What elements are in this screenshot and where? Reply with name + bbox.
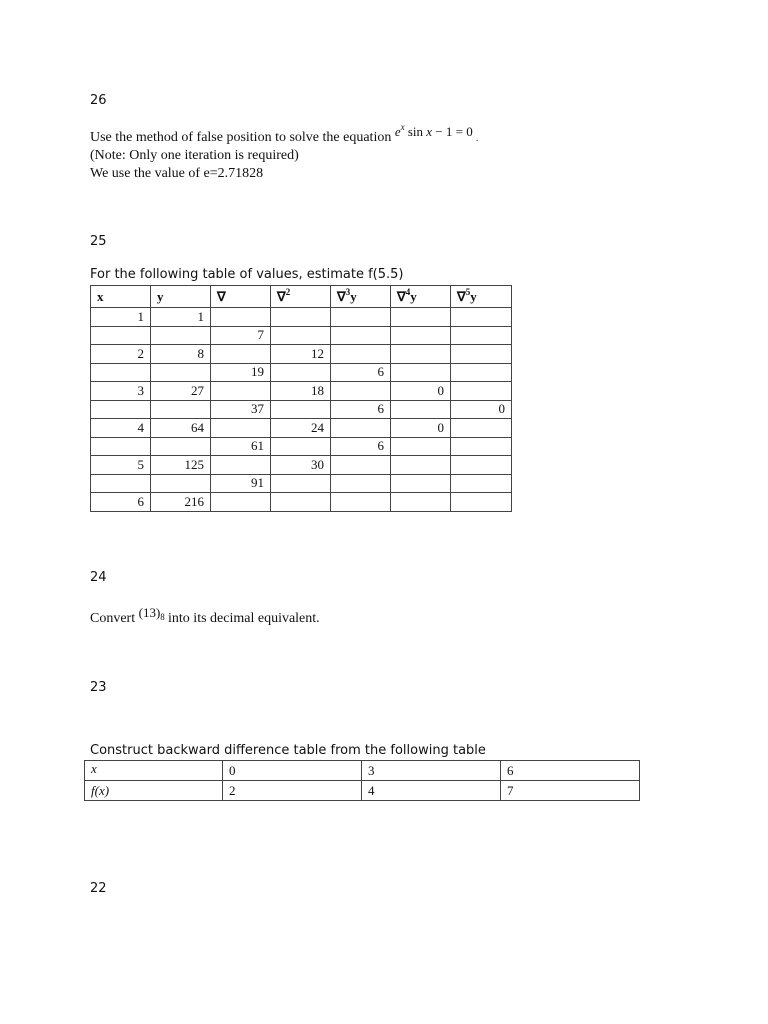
table-cell bbox=[451, 493, 512, 512]
header-variable: y bbox=[470, 288, 477, 304]
table-cell: 18 bbox=[271, 382, 331, 401]
table-cell bbox=[451, 419, 512, 438]
table-cell bbox=[331, 419, 391, 438]
table-row bbox=[91, 363, 512, 382]
table-cell bbox=[391, 437, 451, 456]
table-cell bbox=[451, 326, 512, 345]
table-cell bbox=[211, 456, 271, 475]
question-23-intro: Construct backward difference table from the following table bbox=[90, 743, 486, 758]
equation-exponent: x bbox=[400, 122, 405, 132]
table-cell bbox=[391, 345, 451, 364]
table-row bbox=[91, 400, 512, 419]
table-cell bbox=[391, 493, 451, 512]
table-cell bbox=[451, 474, 512, 493]
question-24-text bbox=[90, 605, 320, 628]
table-cell bbox=[151, 474, 211, 493]
header-order: 5 bbox=[465, 286, 471, 297]
table-row bbox=[91, 419, 512, 438]
table-cell: 0 bbox=[451, 400, 512, 419]
header-order: 3 bbox=[345, 286, 351, 297]
table-cell bbox=[331, 474, 391, 493]
table-cell: 0 bbox=[391, 382, 451, 401]
header-order: 4 bbox=[405, 286, 411, 297]
equation-rest: − 1 = 0 bbox=[435, 124, 473, 139]
table-cell: 91 bbox=[211, 474, 271, 493]
table-cell: 0 bbox=[391, 419, 451, 438]
table-cell bbox=[91, 326, 151, 345]
header-nabla-1 bbox=[211, 286, 271, 308]
octal-base: 8 bbox=[160, 612, 165, 622]
table-cell bbox=[391, 456, 451, 475]
question-number-22: 22 bbox=[90, 881, 107, 896]
header-x bbox=[91, 286, 151, 308]
question-number-25: 25 bbox=[90, 234, 107, 249]
table-cell bbox=[331, 493, 391, 512]
header-nabla-5 bbox=[451, 286, 512, 308]
x-label-text: x bbox=[91, 761, 97, 776]
table-cell bbox=[391, 308, 451, 327]
table-cell: 1 bbox=[151, 308, 211, 327]
octal-value: (13) bbox=[138, 605, 161, 620]
table-cell bbox=[211, 308, 271, 327]
header-nabla-4 bbox=[391, 286, 451, 308]
table-cell: 30 bbox=[271, 456, 331, 475]
header-variable: y bbox=[350, 288, 357, 304]
table-row bbox=[91, 382, 512, 401]
difference-table-header bbox=[91, 286, 512, 308]
table-cell bbox=[151, 326, 211, 345]
x-value: 3 bbox=[362, 761, 501, 781]
table-cell bbox=[331, 456, 391, 475]
table-cell: 6 bbox=[331, 400, 391, 419]
table-cell bbox=[331, 308, 391, 327]
table-cell bbox=[391, 474, 451, 493]
table-cell: 7 bbox=[211, 326, 271, 345]
header-variable: y bbox=[410, 288, 417, 304]
table-cell bbox=[271, 400, 331, 419]
table-cell: 2 bbox=[91, 345, 151, 364]
table-cell bbox=[91, 363, 151, 382]
table-cell bbox=[151, 363, 211, 382]
table-row bbox=[91, 437, 512, 456]
function-table bbox=[84, 760, 640, 801]
table-cell: 6 bbox=[91, 493, 151, 512]
question-number-26: 26 bbox=[90, 93, 107, 108]
table-cell bbox=[451, 456, 512, 475]
table-cell bbox=[451, 345, 512, 364]
table-cell bbox=[391, 363, 451, 382]
question-26-prefix: Use the method of false position to solve the equation bbox=[90, 130, 392, 145]
header-nabla-3 bbox=[331, 286, 391, 308]
table-cell bbox=[451, 308, 512, 327]
header-y bbox=[151, 286, 211, 308]
table-cell bbox=[451, 382, 512, 401]
table-cell bbox=[151, 437, 211, 456]
header-symbol: ∇ bbox=[277, 288, 286, 304]
table-cell bbox=[151, 400, 211, 419]
header-symbol: ∇ bbox=[457, 288, 466, 304]
header-order: 2 bbox=[285, 286, 291, 297]
table-row bbox=[91, 345, 512, 364]
table-cell bbox=[391, 326, 451, 345]
table-cell: 1 bbox=[91, 308, 151, 327]
question-26-e-value: We use the value of e=2.71828 bbox=[90, 166, 264, 181]
table-cell bbox=[271, 437, 331, 456]
equation-function: sin bbox=[407, 124, 424, 139]
table-cell bbox=[271, 363, 331, 382]
table-cell: 125 bbox=[151, 456, 211, 475]
table-cell bbox=[211, 382, 271, 401]
question-26-suffix: . bbox=[475, 133, 479, 143]
table-cell: 5 bbox=[91, 456, 151, 475]
fx-value: 4 bbox=[362, 781, 501, 801]
table-cell: 12 bbox=[271, 345, 331, 364]
question-26-note: (Note: Only one iteration is required) bbox=[90, 148, 299, 163]
table-cell: 24 bbox=[271, 419, 331, 438]
fx-label-text: f(x) bbox=[91, 782, 110, 798]
table-cell bbox=[271, 326, 331, 345]
table-row bbox=[91, 308, 512, 327]
table-row bbox=[91, 493, 512, 512]
table-cell bbox=[451, 437, 512, 456]
equation bbox=[395, 124, 476, 139]
fx-value: 2 bbox=[223, 781, 362, 801]
table-cell: 64 bbox=[151, 419, 211, 438]
table-cell bbox=[331, 326, 391, 345]
table-row bbox=[91, 326, 512, 345]
table-cell: 27 bbox=[151, 382, 211, 401]
question-24-suffix: into its decimal equivalent. bbox=[168, 611, 320, 626]
header-symbol: ∇ bbox=[397, 288, 406, 304]
table-cell: 61 bbox=[211, 437, 271, 456]
table-cell bbox=[211, 345, 271, 364]
table-row bbox=[91, 456, 512, 475]
header-symbol: ∇ bbox=[217, 288, 226, 304]
table-cell: 37 bbox=[211, 400, 271, 419]
x-value: 6 bbox=[501, 761, 640, 781]
fx-label bbox=[85, 781, 223, 801]
equation-base: e bbox=[394, 124, 401, 139]
question-26-line-1 bbox=[90, 122, 730, 147]
question-24-prefix: Convert bbox=[90, 611, 136, 626]
table-cell bbox=[331, 382, 391, 401]
header-symbol: y bbox=[157, 288, 164, 304]
octal-number bbox=[139, 605, 168, 620]
table-cell bbox=[211, 419, 271, 438]
table-cell bbox=[391, 400, 451, 419]
table-cell: 4 bbox=[91, 419, 151, 438]
table-cell bbox=[331, 345, 391, 364]
table-cell bbox=[271, 308, 331, 327]
table-cell: 6 bbox=[331, 363, 391, 382]
question-number-24: 24 bbox=[90, 570, 107, 585]
function-table-row-fx bbox=[85, 781, 640, 801]
table-cell bbox=[271, 493, 331, 512]
table-cell bbox=[91, 400, 151, 419]
difference-table bbox=[90, 285, 512, 512]
header-nabla-2 bbox=[271, 286, 331, 308]
equation-variable: x bbox=[426, 124, 433, 139]
table-cell: 3 bbox=[91, 382, 151, 401]
table-cell: 216 bbox=[151, 493, 211, 512]
table-cell bbox=[91, 474, 151, 493]
table-cell bbox=[451, 363, 512, 382]
function-table-row-x bbox=[85, 761, 640, 781]
table-row bbox=[91, 474, 512, 493]
x-value: 0 bbox=[223, 761, 362, 781]
header-symbol: ∇ bbox=[337, 288, 346, 304]
table-cell bbox=[211, 493, 271, 512]
fx-value: 7 bbox=[501, 781, 640, 801]
table-cell bbox=[271, 474, 331, 493]
table-cell: 19 bbox=[211, 363, 271, 382]
question-26-text bbox=[90, 122, 730, 183]
header-symbol: x bbox=[97, 288, 104, 304]
x-label bbox=[85, 761, 223, 781]
table-cell bbox=[91, 437, 151, 456]
question-25-intro: For the following table of values, estimate f(5.5) bbox=[90, 267, 404, 282]
table-cell: 6 bbox=[331, 437, 391, 456]
table-cell: 8 bbox=[151, 345, 211, 364]
question-number-23: 23 bbox=[90, 680, 107, 695]
